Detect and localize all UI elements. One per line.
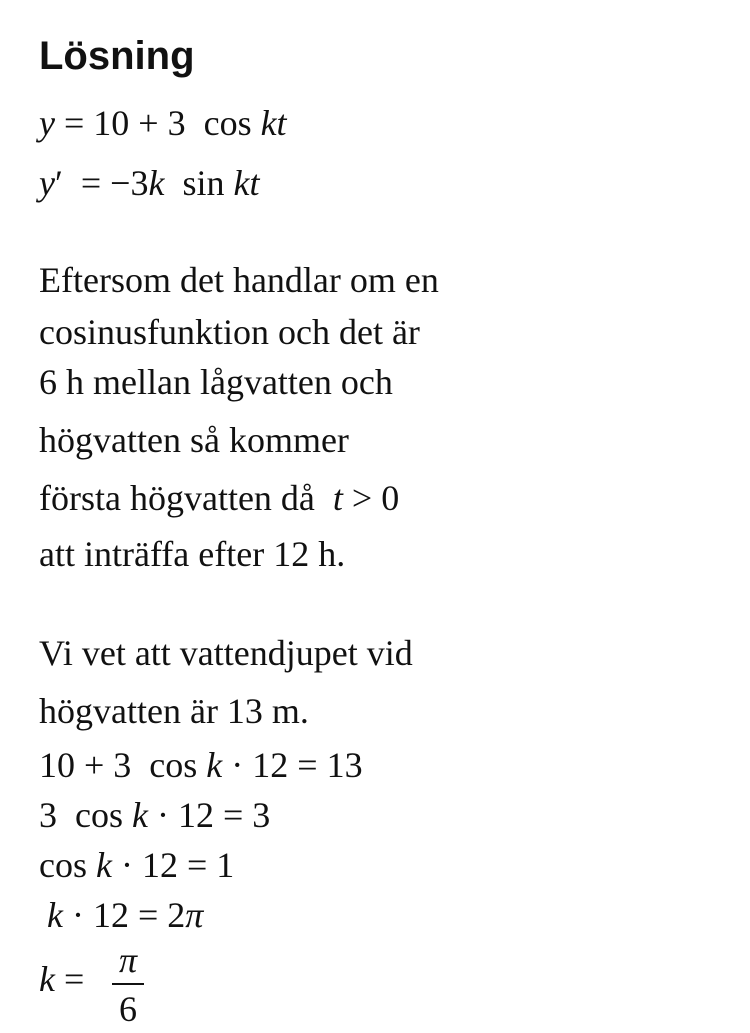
math-step-2 [39, 793, 270, 837]
paragraph-line: att inträffa efter 12 h. [39, 534, 346, 574]
fraction-pi-over-6 [112, 941, 144, 1029]
paragraph-text: första högvatten då [39, 478, 333, 518]
paragraph-line: högvatten så kommer [39, 420, 349, 460]
equation-sin: sin [164, 163, 234, 203]
paragraph-line: Vi vet att vattendjupet vid [39, 633, 413, 673]
var-y: y [39, 103, 55, 143]
paragraph-line: cosinusfunktion och det är [39, 312, 420, 352]
fraction-numerator: π [118, 940, 138, 980]
var-k: k [148, 163, 165, 203]
var-k: k [96, 845, 112, 885]
math-step-5 [39, 957, 93, 1001]
paragraph-line: högvatten är 13 m. [39, 691, 309, 731]
paragraph-line [39, 476, 399, 520]
page-title: Lösning [39, 34, 195, 78]
var-k: k [132, 795, 148, 835]
var-kt: kt [233, 163, 260, 203]
math-step-4 [47, 893, 203, 937]
var-k: k [39, 959, 55, 999]
step-text: · 12 = 2 [62, 895, 186, 935]
var-kt: kt [260, 103, 287, 143]
var-t: t [332, 478, 343, 518]
var-k: k [47, 895, 63, 935]
paragraph-line: Eftersom det handlar om en [39, 260, 439, 300]
equation-position [39, 101, 287, 145]
var-y: y [39, 163, 55, 203]
fraction-bar [112, 983, 144, 985]
math-step-3 [39, 843, 234, 887]
step-text: · 12 = 13 [222, 745, 363, 785]
equation-derivative [39, 161, 259, 205]
pi-symbol: π [185, 895, 204, 935]
equation-rhs: = −3 [62, 163, 149, 203]
prime-mark: ′ [54, 163, 63, 203]
step-text: 10 + 3 cos [39, 745, 207, 785]
step-text: · 12 = 3 [147, 795, 271, 835]
equation-rhs: = 10 + 3 cos [54, 103, 261, 143]
fraction-denominator: 6 [119, 989, 137, 1029]
step-text: · 12 = 1 [111, 845, 235, 885]
inequality: > 0 [342, 478, 400, 518]
var-k: k [206, 745, 223, 785]
paragraph-line: 6 h mellan lågvatten och [39, 362, 393, 402]
step-text: 3 cos [39, 795, 132, 835]
math-step-1 [39, 743, 363, 787]
step-text: cos [39, 845, 96, 885]
step-text: = [54, 959, 94, 999]
